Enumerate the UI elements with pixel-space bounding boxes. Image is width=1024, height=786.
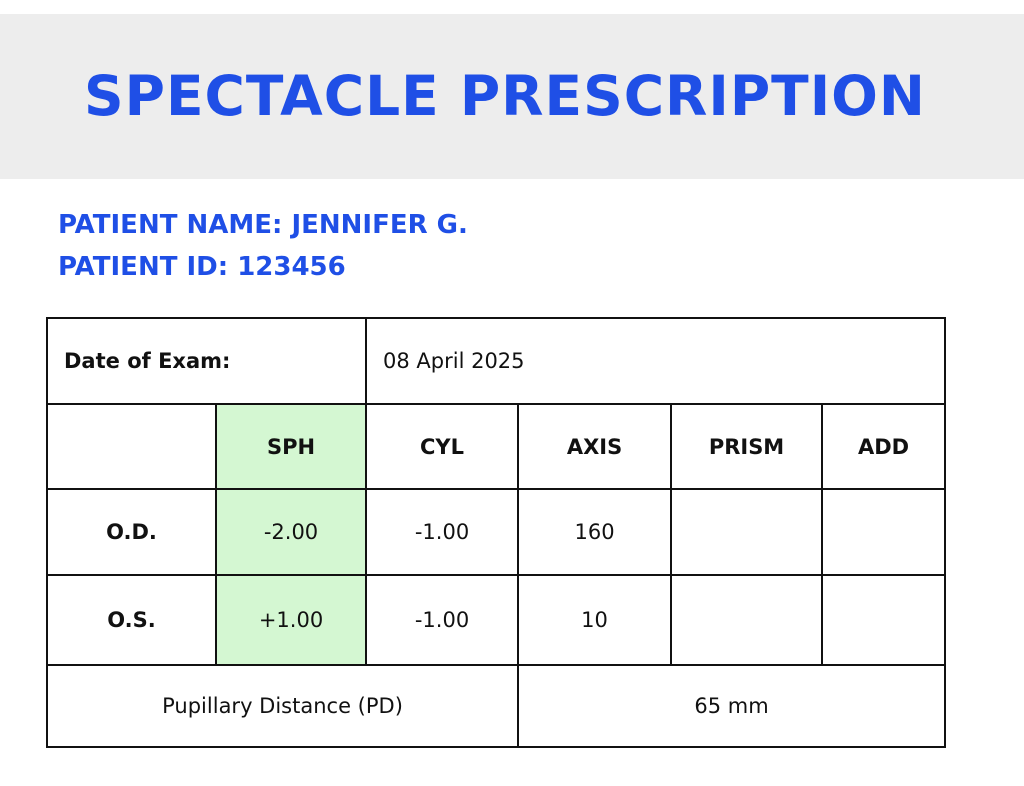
od-cyl-value: -1.00 — [366, 489, 518, 575]
exam-date-row — [47, 318, 945, 404]
col-header-axis: AXIS — [518, 404, 671, 489]
os-add-value — [822, 575, 945, 665]
header-band — [0, 14, 1024, 179]
col-header-prism: PRISM — [671, 404, 822, 489]
table-row-od — [47, 489, 945, 575]
od-add-value — [822, 489, 945, 575]
date-of-exam-value: 08 April 2025 — [366, 318, 945, 404]
patient-id: PATIENT ID: 123456 — [58, 252, 346, 282]
row-label-od: O.D. — [47, 489, 216, 575]
pd-label: Pupillary Distance (PD) — [47, 665, 518, 747]
patient-name: PATIENT NAME: JENNIFER G. — [58, 210, 468, 240]
od-sph-value: -2.00 — [216, 489, 366, 575]
table-row-os — [47, 575, 945, 665]
col-header-sph: SPH — [216, 404, 366, 489]
col-header-add: ADD — [822, 404, 945, 489]
page-title: SPECTACLE PRESCRIPTION — [84, 64, 926, 128]
pd-value: 65 mm — [518, 665, 945, 747]
os-prism-value — [671, 575, 822, 665]
column-header-row — [47, 404, 945, 489]
row-label-os: O.S. — [47, 575, 216, 665]
prescription-table — [46, 317, 946, 748]
os-sph-value: +1.00 — [216, 575, 366, 665]
od-prism-value — [671, 489, 822, 575]
patient-info — [58, 204, 468, 288]
os-axis-value: 10 — [518, 575, 671, 665]
date-of-exam-label: Date of Exam: — [47, 318, 366, 404]
os-cyl-value: -1.00 — [366, 575, 518, 665]
header-empty-cell — [47, 404, 216, 489]
col-header-cyl: CYL — [366, 404, 518, 489]
od-axis-value: 160 — [518, 489, 671, 575]
pd-row — [47, 665, 945, 747]
